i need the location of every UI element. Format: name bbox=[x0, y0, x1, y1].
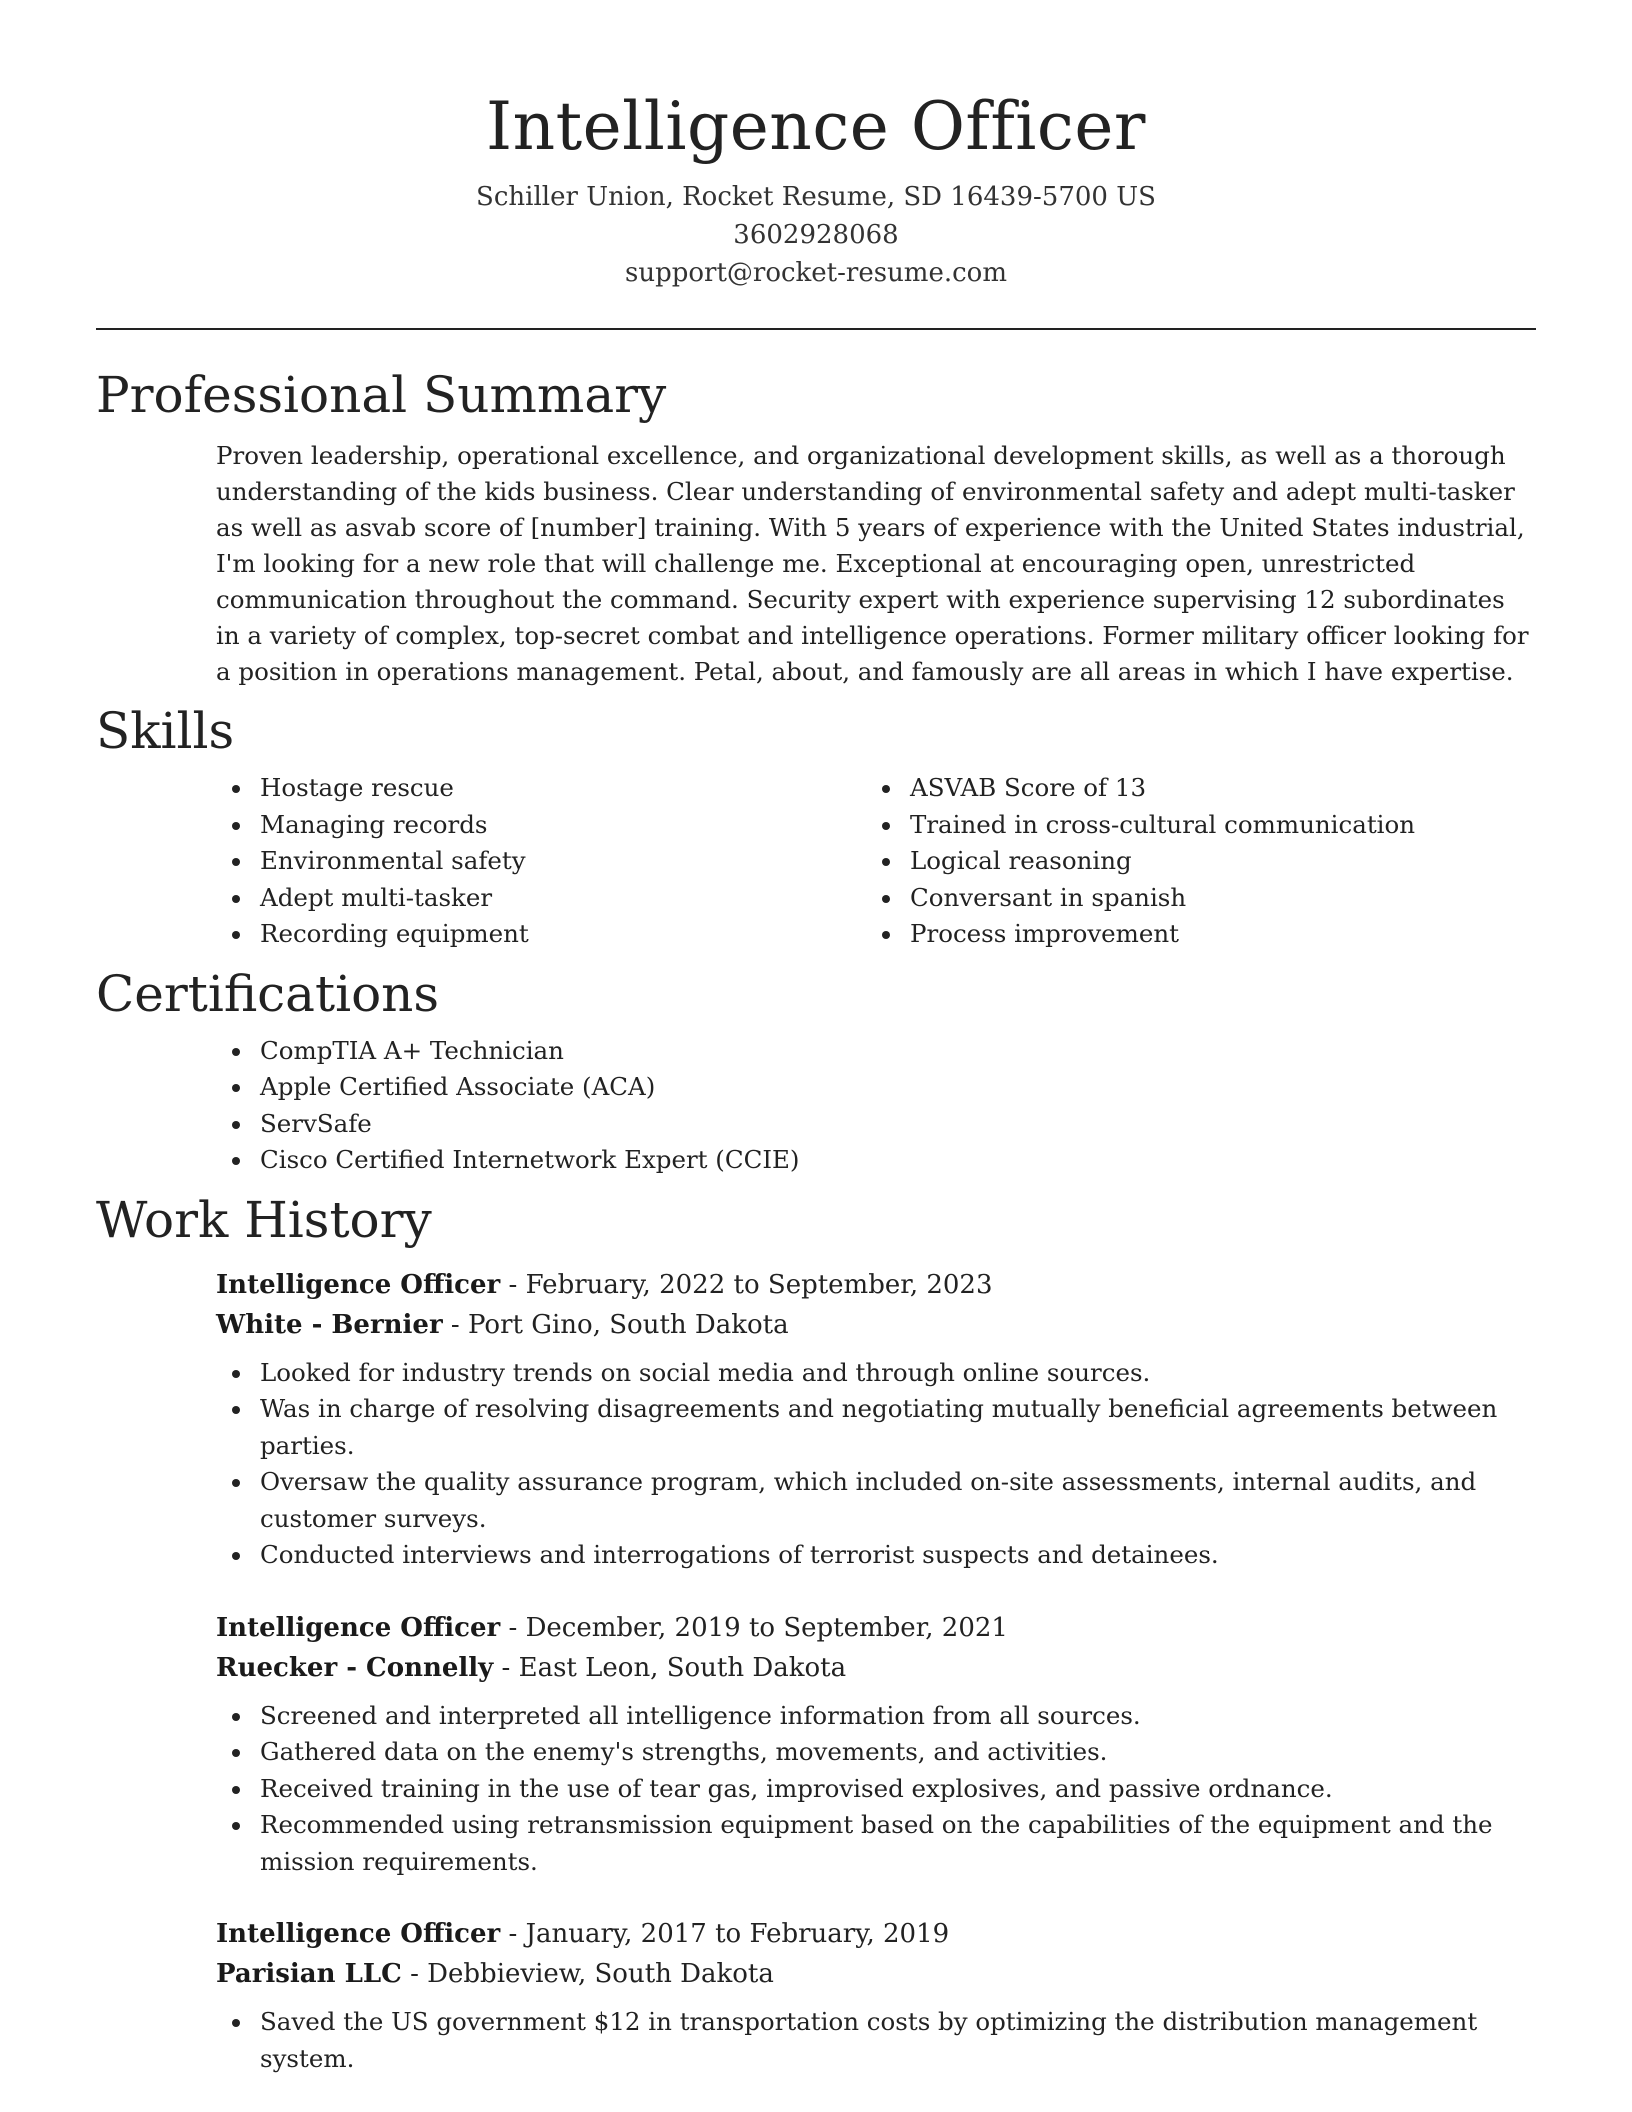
skill-item: Recording equipment bbox=[260, 916, 866, 953]
summary-title: Professional Summary bbox=[96, 366, 667, 424]
skill-item: Hostage rescue bbox=[260, 770, 866, 807]
job-entry bbox=[216, 1914, 1536, 2077]
header-divider bbox=[96, 328, 1536, 330]
summary-text: Proven leadership, operational excellence, and organizational development skills, as well as a thorough understanding of the kids business. Clear understanding of environmental safety and adept multi-tasker as well as asvab score of [number] training. With 5 years of experience with the United States industrial, I'm looking for a new role that will challenge me. Exceptional at encouraging open, unrestricted communication throughout the command. Security expert with experience supervising 12 subordinates in a variety of complex, top-secret combat and intelligence operations. Former military officer looking for a position in operations management. Petal, about, and famously are all areas in which I have expertise. bbox=[216, 441, 1529, 686]
job-location: - Debbieview, South Dakota bbox=[401, 1959, 774, 1989]
job-entry bbox=[216, 1608, 1536, 1881]
job-duty: Saved the US government $12 in transportation costs by optimizing the distribution management system. bbox=[260, 2004, 1536, 2077]
job-duty: Received training in the use of tear gas, improvised explosives, and passive ordnance. bbox=[260, 1771, 1536, 1808]
job-company-line bbox=[216, 1954, 1536, 1994]
skill-item: Logical reasoning bbox=[910, 843, 1516, 880]
job-title-line bbox=[216, 1608, 1536, 1648]
job-position: Intelligence Officer bbox=[216, 1919, 501, 1949]
skills-title: Skills bbox=[96, 702, 235, 760]
skills-section bbox=[96, 700, 1536, 953]
job-duties-list bbox=[216, 1698, 1536, 1881]
job-dates: - December, 2019 to September, 2021 bbox=[500, 1612, 1008, 1643]
job-location: - Port Gino, South Dakota bbox=[442, 1309, 789, 1340]
job-position: Intelligence Officer bbox=[216, 1269, 501, 1300]
skill-item: Conversant in spanish bbox=[910, 880, 1516, 917]
skill-item: Process improvement bbox=[910, 916, 1516, 953]
job-company: Ruecker - Connelly bbox=[216, 1652, 494, 1683]
job-duty: Was in charge of resolving disagreements and negotiating mutually beneficial agreements between parties. bbox=[260, 1391, 1536, 1464]
summary-section bbox=[96, 364, 1536, 690]
job-dates: - February, 2022 to September, 2023 bbox=[500, 1269, 993, 1300]
certifications-title: Certifications bbox=[96, 964, 440, 1023]
contact-phone: 3602928068 bbox=[733, 220, 899, 250]
job-duty: Recommended using retransmission equipment based on the capabilities of the equipment and the mission requirements. bbox=[260, 1807, 1536, 1880]
work-history-title: Work History bbox=[96, 1190, 432, 1249]
certification-item: Apple Certified Associate (ACA) bbox=[260, 1069, 1536, 1106]
skill-item: Managing records bbox=[260, 807, 866, 844]
contact-info bbox=[96, 178, 1536, 292]
contact-email: support@rocket-resume.com bbox=[624, 258, 1007, 288]
candidate-name: Intelligence Officer bbox=[486, 88, 1146, 165]
job-entry bbox=[216, 1265, 1536, 1574]
job-duty: Gathered data on the enemy's strengths, movements, and activities. bbox=[260, 1734, 1536, 1771]
job-duties-list bbox=[216, 2004, 1536, 2077]
job-duty: Conducted interviews and interrogations of terrorist suspects and detainees. bbox=[260, 1537, 1536, 1574]
skills-grid bbox=[96, 762, 1536, 953]
skill-item: Trained in cross-cultural communication bbox=[910, 807, 1516, 844]
certifications-list bbox=[216, 1033, 1536, 1179]
job-duty: Looked for industry trends on social media and through online sources. bbox=[260, 1355, 1536, 1392]
certifications-section bbox=[96, 963, 1536, 1179]
certification-item: Cisco Certified Internetwork Expert (CCIE) bbox=[260, 1142, 1536, 1179]
skills-list-left bbox=[216, 770, 866, 953]
skill-item: ASVAB Score of 13 bbox=[910, 770, 1516, 807]
job-title-line bbox=[216, 1265, 1536, 1305]
certification-item: CompTIA A+ Technician bbox=[260, 1033, 1536, 1070]
job-duty: Screened and interpreted all intelligence information from all sources. bbox=[260, 1698, 1536, 1735]
skill-item: Environmental safety bbox=[260, 843, 866, 880]
skills-column-left bbox=[216, 762, 866, 953]
skills-column-right bbox=[866, 762, 1516, 953]
contact-address: Schiller Union, Rocket Resume, SD 16439-5700 US bbox=[476, 182, 1156, 212]
resume-header bbox=[96, 0, 1536, 292]
skills-list-right bbox=[866, 770, 1516, 953]
job-location: - East Leon, South Dakota bbox=[493, 1652, 847, 1683]
job-company: Parisian LLC bbox=[216, 1959, 402, 1989]
job-dates: - January, 2017 to February, 2019 bbox=[500, 1919, 950, 1949]
job-company-line bbox=[216, 1305, 1536, 1345]
resume-page bbox=[96, 0, 1536, 2077]
job-duty: Oversaw the quality assurance program, which included on-site assessments, internal audits, and customer surveys. bbox=[260, 1464, 1536, 1537]
job-company: White - Bernier bbox=[216, 1309, 443, 1340]
job-company-line bbox=[216, 1648, 1536, 1688]
work-history-section bbox=[96, 1189, 1536, 2078]
job-position: Intelligence Officer bbox=[216, 1612, 501, 1643]
certification-item: ServSafe bbox=[260, 1106, 1536, 1143]
job-title-line bbox=[216, 1914, 1536, 1954]
skill-item: Adept multi-tasker bbox=[260, 880, 866, 917]
job-duties-list bbox=[216, 1355, 1536, 1574]
